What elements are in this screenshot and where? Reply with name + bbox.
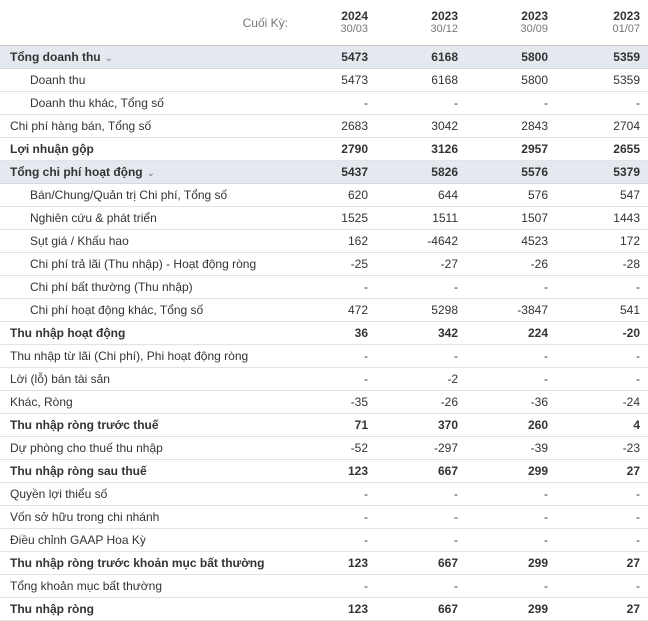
row-value: 299: [468, 598, 558, 621]
row-value: 27: [558, 460, 648, 483]
row-label: Tổng doanh thu: [10, 50, 101, 64]
table-row: [0, 276, 648, 299]
row-value: -: [288, 483, 378, 506]
row-value: -35: [288, 391, 378, 414]
row-value: 620: [288, 184, 378, 207]
row-label: Chi phí bất thường (Thu nhập): [0, 276, 288, 299]
row-value: 4: [558, 414, 648, 437]
row-value: 5576: [468, 161, 558, 184]
row-value: 667: [378, 460, 468, 483]
row-value: 172: [558, 230, 648, 253]
row-value: 5379: [558, 161, 648, 184]
row-value: -: [558, 483, 648, 506]
row-value: -39: [468, 437, 558, 460]
row-value: 576: [468, 184, 558, 207]
column-header: [288, 0, 378, 46]
row-value: 5437: [288, 161, 378, 184]
row-value: -297: [378, 437, 468, 460]
row-value: -27: [378, 253, 468, 276]
table-row: [0, 529, 648, 552]
row-label: Thu nhập ròng trước khoản mục bất thường: [0, 552, 288, 575]
row-value: 123: [288, 552, 378, 575]
row-value: 1525: [288, 207, 378, 230]
row-value: 644: [378, 184, 468, 207]
row-label: Tổng khoản mục bất thường: [0, 575, 288, 598]
row-label: Nghiên cứu & phát triển: [0, 207, 288, 230]
row-value: 5359: [558, 46, 648, 69]
row-value: -: [288, 276, 378, 299]
row-label: Thu nhập ròng: [0, 598, 288, 621]
row-value: 2704: [558, 115, 648, 138]
table-row: [0, 506, 648, 529]
chevron-down-icon[interactable]: ⌄: [104, 53, 114, 64]
row-value: 162: [288, 230, 378, 253]
table-row-total-revenue[interactable]: [0, 46, 648, 69]
row-value: -52: [288, 437, 378, 460]
row-label-cell[interactable]: [0, 161, 288, 184]
row-value: 299: [468, 460, 558, 483]
row-label: Bán/Chung/Quản trị Chi phí, Tổng số: [0, 184, 288, 207]
row-value: -: [378, 345, 468, 368]
table-row: [0, 368, 648, 391]
row-label: Điều chỉnh GAAP Hoa Kỳ: [0, 529, 288, 552]
row-value: 5473: [288, 69, 378, 92]
row-label: Tổng chi phí hoạt động: [10, 165, 143, 179]
row-value: -4642: [378, 230, 468, 253]
row-value: 224: [468, 322, 558, 345]
row-value: 5826: [378, 161, 468, 184]
chevron-down-icon[interactable]: ⌄: [146, 168, 156, 179]
table-row: [0, 138, 648, 161]
column-header: [378, 0, 468, 46]
row-value: -: [378, 276, 468, 299]
column-year: 2023: [431, 9, 458, 23]
row-label: Thu nhập ròng trước thuế: [0, 414, 288, 437]
period-label: Cuối Kỳ:: [242, 15, 288, 30]
row-value: -: [378, 506, 468, 529]
row-value: -: [378, 575, 468, 598]
row-value: 5359: [558, 69, 648, 92]
row-value: -: [378, 483, 468, 506]
table-row: [0, 460, 648, 483]
table-row: [0, 345, 648, 368]
row-value: 6168: [378, 46, 468, 69]
row-value: -23: [558, 437, 648, 460]
table-row: [0, 69, 648, 92]
row-value: 123: [288, 598, 378, 621]
row-value: 667: [378, 598, 468, 621]
row-value: -25: [288, 253, 378, 276]
row-value: -: [558, 529, 648, 552]
table-row: [0, 207, 648, 230]
row-value: 2957: [468, 138, 558, 161]
row-value: -: [468, 483, 558, 506]
row-value: -: [378, 92, 468, 115]
row-value: 5473: [288, 46, 378, 69]
row-label: Doanh thu: [0, 69, 288, 92]
row-label: Dự phòng cho thuế thu nhập: [0, 437, 288, 460]
row-label: Quyền lợi thiểu số: [0, 483, 288, 506]
table-row: [0, 299, 648, 322]
row-value: -: [468, 368, 558, 391]
row-value: -: [468, 345, 558, 368]
row-label: Sụt giá / Khấu hao: [0, 230, 288, 253]
table-row: [0, 253, 648, 276]
table-row: [0, 230, 648, 253]
row-value: 667: [378, 552, 468, 575]
column-year: 2023: [613, 9, 640, 23]
row-value: -28: [558, 253, 648, 276]
row-value: 3042: [378, 115, 468, 138]
row-value: 123: [288, 460, 378, 483]
row-value: 342: [378, 322, 468, 345]
table-row-total-operating-expenses[interactable]: [0, 161, 648, 184]
column-date: 01/07: [612, 23, 640, 35]
row-value: 260: [468, 414, 558, 437]
row-value: 2790: [288, 138, 378, 161]
row-value: -: [288, 92, 378, 115]
header-row: [0, 0, 648, 46]
row-label: Vốn sở hữu trong chi nhánh: [0, 506, 288, 529]
row-value: -: [288, 345, 378, 368]
row-label: Doanh thu khác, Tổng số: [0, 92, 288, 115]
row-value: 3126: [378, 138, 468, 161]
row-value: 71: [288, 414, 378, 437]
row-value: 1507: [468, 207, 558, 230]
row-value: 2843: [468, 115, 558, 138]
table-row: [0, 414, 648, 437]
row-label-cell[interactable]: [0, 46, 288, 69]
table-row: [0, 115, 648, 138]
row-label: Lợi nhuận gộp: [0, 138, 288, 161]
row-value: -: [288, 529, 378, 552]
row-value: -2: [378, 368, 468, 391]
row-value: 1443: [558, 207, 648, 230]
row-value: 6168: [378, 69, 468, 92]
row-value: 5800: [468, 69, 558, 92]
row-value: 36: [288, 322, 378, 345]
row-value: -: [288, 368, 378, 391]
row-value: 5298: [378, 299, 468, 322]
row-value: -26: [378, 391, 468, 414]
row-value: -: [468, 529, 558, 552]
column-date: 30/09: [520, 23, 548, 35]
row-value: -: [288, 575, 378, 598]
row-value: -: [558, 276, 648, 299]
row-value: 472: [288, 299, 378, 322]
row-label: Chi phí hoạt động khác, Tổng số: [0, 299, 288, 322]
row-label: Chi phí trả lãi (Thu nhập) - Hoạt động ròng: [0, 253, 288, 276]
row-value: -26: [468, 253, 558, 276]
row-value: -36: [468, 391, 558, 414]
row-label: Thu nhập hoạt động: [0, 322, 288, 345]
column-date: 30/03: [340, 23, 368, 35]
row-value: -: [468, 506, 558, 529]
row-value: 370: [378, 414, 468, 437]
row-value: -: [558, 92, 648, 115]
table-row: [0, 575, 648, 598]
row-value: -: [468, 92, 558, 115]
row-value: -: [558, 575, 648, 598]
column-header: [468, 0, 558, 46]
row-label: Thu nhập từ lãi (Chi phí), Phi hoạt động ròng: [0, 345, 288, 368]
row-value: -: [468, 575, 558, 598]
row-value: -: [378, 529, 468, 552]
column-header: [558, 0, 648, 46]
column-year: 2023: [521, 9, 548, 23]
row-value: 4523: [468, 230, 558, 253]
row-value: -3847: [468, 299, 558, 322]
row-label: Lời (lỗ) bán tài sản: [0, 368, 288, 391]
row-value: -24: [558, 391, 648, 414]
row-label: Khác, Ròng: [0, 391, 288, 414]
row-value: -: [468, 276, 558, 299]
column-date: 30/12: [430, 23, 458, 35]
row-value: -: [288, 506, 378, 529]
row-value: 1511: [378, 207, 468, 230]
row-value: -: [558, 345, 648, 368]
table-row: [0, 184, 648, 207]
row-value: 547: [558, 184, 648, 207]
table-row: [0, 483, 648, 506]
row-value: 299: [468, 552, 558, 575]
row-value: 541: [558, 299, 648, 322]
row-label: Thu nhập ròng sau thuế: [0, 460, 288, 483]
row-value: 27: [558, 552, 648, 575]
row-label: Chi phí hàng bán, Tổng số: [0, 115, 288, 138]
row-value: 27: [558, 598, 648, 621]
column-year: 2024: [341, 9, 368, 23]
row-value: -: [558, 506, 648, 529]
row-value: -: [558, 368, 648, 391]
row-value: 2655: [558, 138, 648, 161]
table-row: [0, 391, 648, 414]
row-value: 2683: [288, 115, 378, 138]
table-row: [0, 437, 648, 460]
table-row: [0, 322, 648, 345]
table-row: [0, 598, 648, 621]
table-row: [0, 552, 648, 575]
table-row: [0, 92, 648, 115]
row-value: 5800: [468, 46, 558, 69]
row-value: -20: [558, 322, 648, 345]
